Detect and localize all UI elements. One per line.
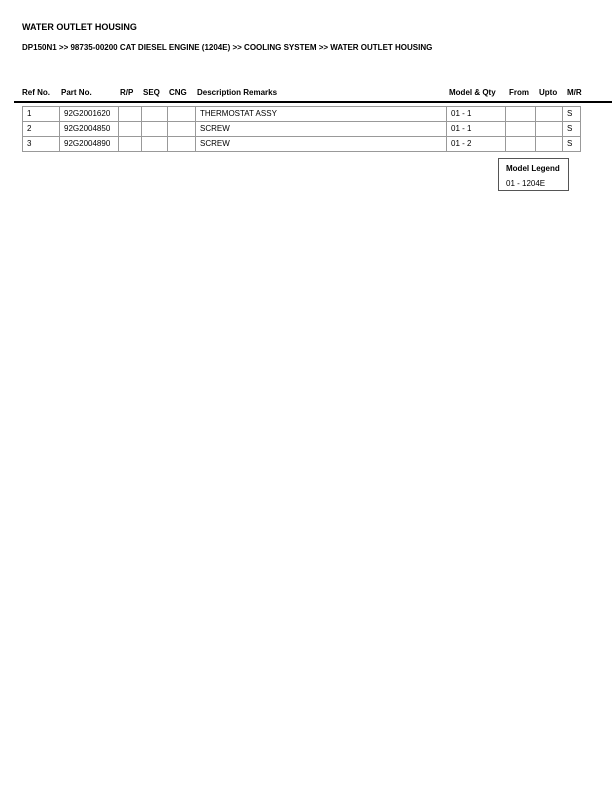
cell-cng (168, 137, 196, 152)
breadcrumb: DP150N1 >> 98735-00200 CAT DIESEL ENGINE (1204E) >> COOLING SYSTEM >> WATER OUTLET HOUSING (22, 43, 433, 52)
header-seq: SEQ (143, 88, 160, 97)
cell-rp (119, 107, 142, 122)
cell-ref-no: 1 (23, 107, 60, 122)
cell-upto (536, 107, 563, 122)
page-title: WATER OUTLET HOUSING (22, 22, 137, 32)
cell-ref-no: 3 (23, 137, 60, 152)
cell-mr: S (563, 137, 581, 152)
cell-rp (119, 122, 142, 137)
table-row (23, 137, 581, 152)
header-upto: Upto (539, 88, 558, 97)
cell-description: SCREW (196, 137, 447, 152)
cell-seq (142, 137, 168, 152)
cell-mr: S (563, 107, 581, 122)
header-cng: CNG (169, 88, 187, 97)
header-from: From (509, 88, 529, 97)
cell-seq (142, 122, 168, 137)
cell-part-no: 92G2001620 (60, 107, 119, 122)
model-legend (498, 158, 569, 191)
header-mr: M/R (567, 88, 582, 97)
model-legend-title: Model Legend (506, 164, 560, 173)
cell-cng (168, 122, 196, 137)
parts-table (22, 106, 581, 152)
table-row (23, 122, 581, 137)
cell-from (506, 122, 536, 137)
cell-seq (142, 107, 168, 122)
cell-part-no: 92G2004890 (60, 137, 119, 152)
cell-model-qty: 01 - 2 (447, 137, 506, 152)
table-row (23, 107, 581, 122)
cell-from (506, 137, 536, 152)
header-model-qty: Model & Qty (449, 88, 496, 97)
cell-part-no: 92G2004850 (60, 122, 119, 137)
cell-upto (536, 137, 563, 152)
cell-description: THERMOSTAT ASSY (196, 107, 447, 122)
cell-ref-no: 2 (23, 122, 60, 137)
header-ref-no: Ref No. (22, 88, 50, 97)
model-legend-entry: 01 - 1204E (506, 179, 546, 188)
cell-from (506, 107, 536, 122)
cell-description: SCREW (196, 122, 447, 137)
cell-cng (168, 107, 196, 122)
header-divider (14, 101, 612, 103)
cell-model-qty: 01 - 1 (447, 107, 506, 122)
header-description: Description Remarks (197, 88, 278, 97)
cell-rp (119, 137, 142, 152)
header-part-no: Part No. (61, 88, 92, 97)
cell-model-qty: 01 - 1 (447, 122, 506, 137)
header-rp: R/P (120, 88, 134, 97)
cell-upto (536, 122, 563, 137)
cell-mr: S (563, 122, 581, 137)
